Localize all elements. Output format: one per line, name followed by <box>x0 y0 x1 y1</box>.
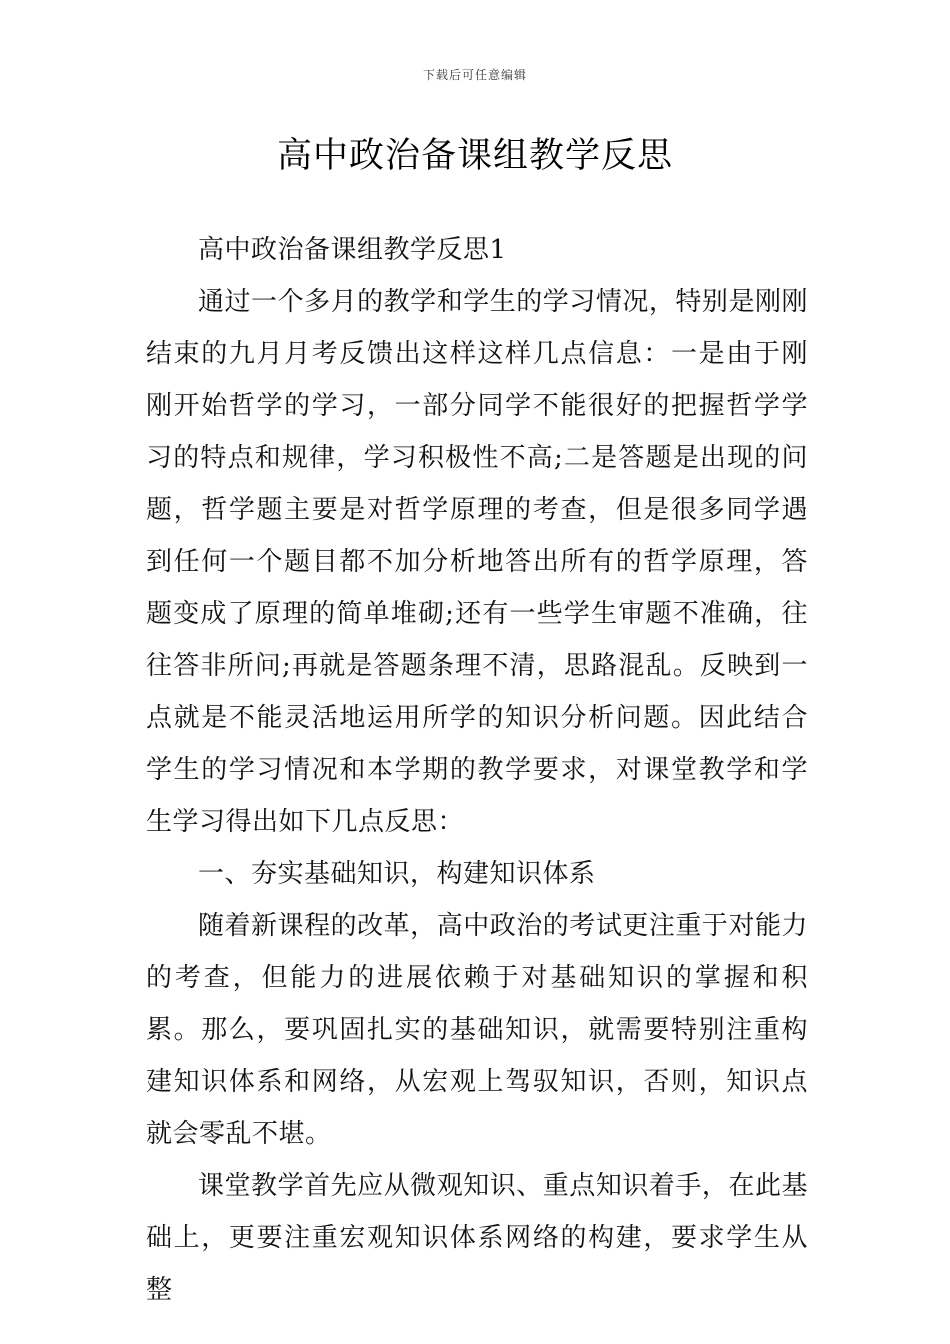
header-note: 下载后可任意编辑 <box>422 68 527 82</box>
document-body <box>146 224 808 1316</box>
paragraph: 随着新课程的改革，高中政治的考试更注重于对能力的考查，但能力的进展依赖于对基础知识的掌握和积累。那么，要巩固扎实的基础知识，就需要特别注重构建知识体系和网络，从宏观上驾驭知识，否则，知识点就会零乱不堪。 <box>146 911 808 1149</box>
paragraph: 课堂教学首先应从微观知识、重点知识着手，在此基础上，更要注重宏观知识体系网络的构建，要求学生从整 <box>146 1171 808 1305</box>
paragraph: 通过一个多月的教学和学生的学习情况，特别是刚刚结束的九月月考反馈出这样这样几点信息：一是由于刚刚开始哲学的学习，一部分同学不能很好的把握哲学学习的特点和规律，学习积极性不高;二是答题是出现的问题，哲学题主要是对哲学原理的考查，但是很多同学遇到任何一个题目都不加分析地答出所有的哲学原理，答题变成了原理的简单堆砌;还有一些学生审题不准确，往往答非所问;再就是答题条理不清，思路混乱。反映到一点就是不能灵活地运用所学的知识分析问题。因此结合学生的学习情况和本学期的教学要求，对课堂教学和学生学习得出如下几点反思： <box>146 287 808 837</box>
subsection-heading: 一、夯实基础知识，构建知识体系 <box>198 859 596 889</box>
document-title: 高中政治备课组教学反思 <box>276 136 673 176</box>
section-heading: 高中政治备课组教学反思1 <box>198 235 507 265</box>
